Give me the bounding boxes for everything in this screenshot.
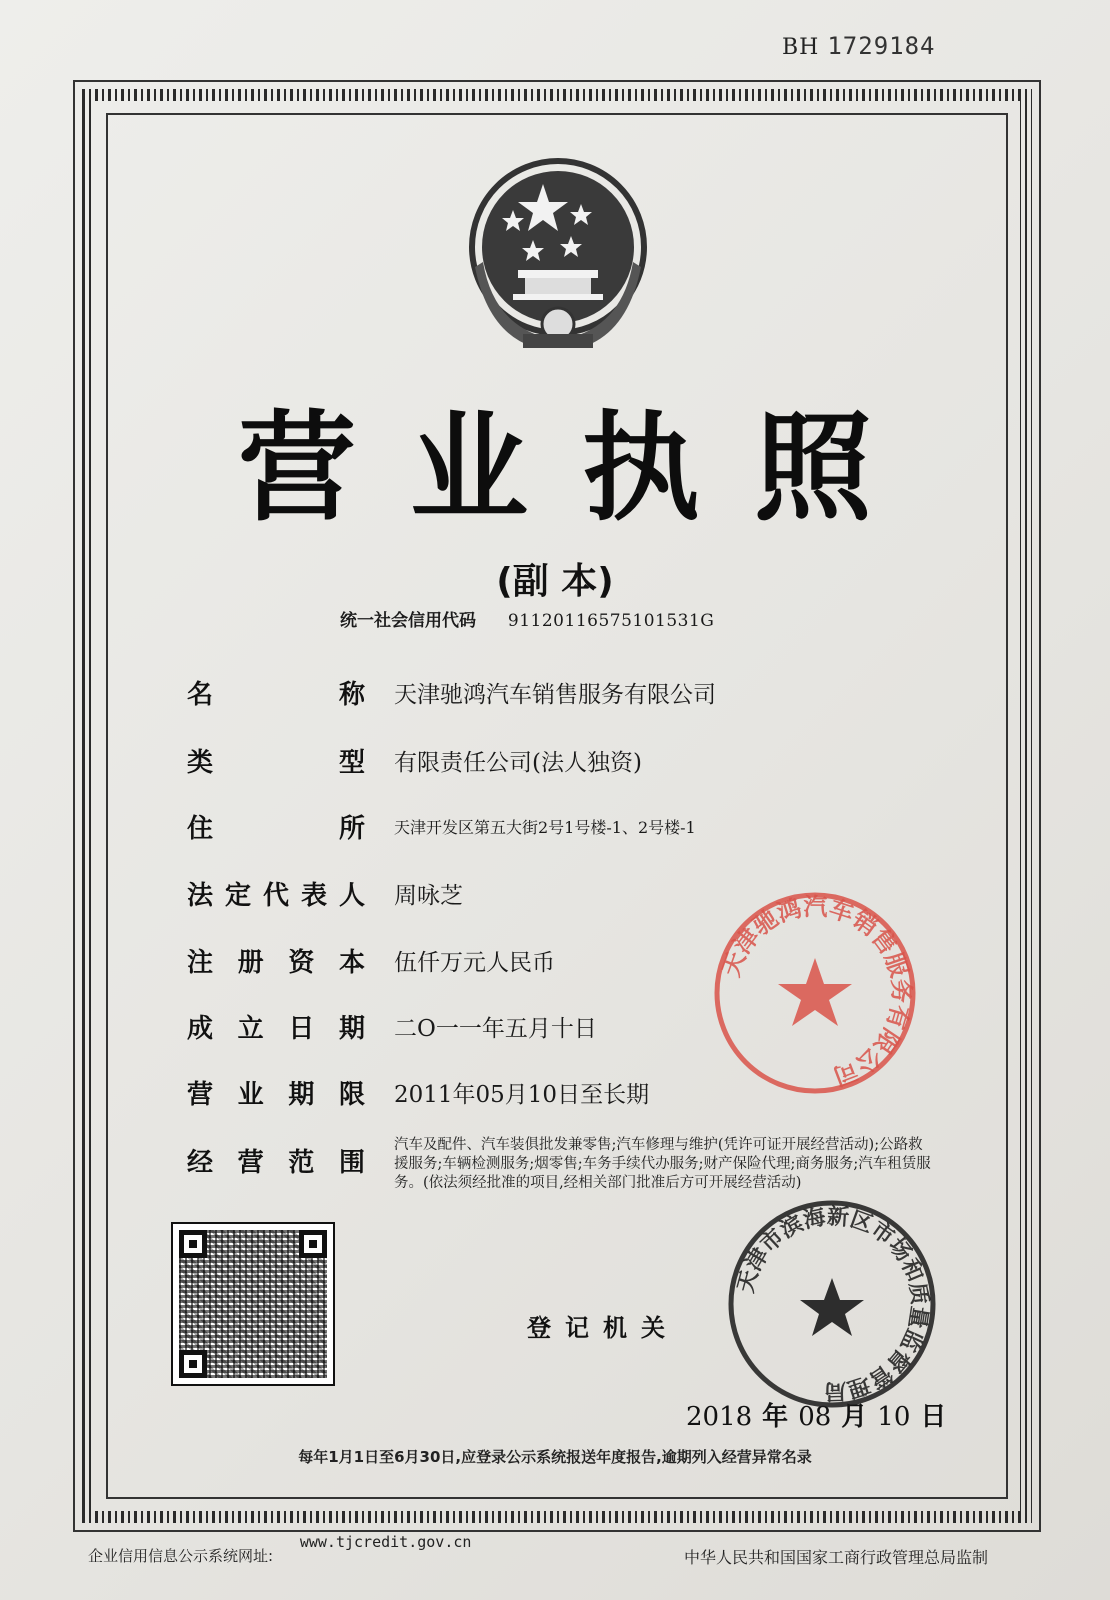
issue-year-unit: 年 (762, 1402, 789, 1432)
field-founded-label: 成 立 日 期 (187, 1013, 365, 1044)
field-capital-value: 伍仟万元人民币 (394, 949, 555, 976)
document-subtitle: (副 本) (496, 561, 614, 602)
credit-code-value: 91120116575101531G (507, 611, 715, 631)
field-legal-rep-value: 周咏芝 (394, 882, 463, 909)
issue-day: 10 (877, 1402, 911, 1432)
field-scope-label: 经 营 范 围 (187, 1147, 365, 1178)
credit-code (340, 606, 714, 631)
field-address-value: 天津开发区第五大街2号1号楼-1、2号楼-1 (394, 817, 696, 837)
issue-month: 08 (798, 1402, 832, 1432)
qr-code[interactable] (171, 1222, 335, 1386)
serial-prefix: BH (782, 35, 820, 60)
field-type (187, 740, 937, 780)
issue-month-unit: 月 (841, 1402, 868, 1432)
field-address (187, 806, 937, 846)
footer-system-label: 企业信用信息公示系统网址: (88, 1547, 274, 1565)
footer-supervisor: 中华人民共和国国家工商行政管理总局监制 (684, 1548, 989, 1567)
qr-finder-bottom-left (179, 1350, 207, 1378)
authority-seal-text: 天津市滨海新区市场和质量监督管理局 (733, 1204, 932, 1404)
authority-label: 登记机关 (527, 1314, 679, 1342)
field-term-value: 2011年05月10日至长期 (394, 1081, 650, 1108)
field-scope-value: 汽车及配件、汽车装俱批发兼零售;汽车修理与维护(凭许可证开展经营活动);公路救援服务;车辆检测服务;烟零售;车务手续代办服务;财产保险代理;商务服务;汽车租赁服务。(依法须经批准的项目,经相关部门批准后方可开展经营活动) (394, 1137, 931, 1191)
qr-finder-top-right (299, 1230, 327, 1258)
credit-code-label: 统一社会信用代码 (340, 611, 476, 631)
company-seal-text: 天津驰鸿汽车销售服务有限公司 (716, 892, 916, 1091)
qr-finder-top-left (179, 1230, 207, 1258)
annual-report-notice: 每年1月1日至6月30日,应登录公示系统报送年度报告,逾期列入经营异常名录 (298, 1448, 812, 1466)
field-legal-rep-label: 法 定 代 表 人 (187, 880, 365, 911)
footer-system (88, 1533, 472, 1566)
authority-seal-icon (726, 1198, 938, 1410)
field-term-label: 营 业 期 限 (187, 1079, 365, 1110)
field-founded-value: 二O一一年五月十日 (394, 1015, 597, 1042)
field-type-label: 类 型 (187, 747, 365, 778)
field-address-label: 住 所 (187, 813, 365, 844)
field-name-value: 天津驰鸿汽车销售服务有限公司 (394, 681, 716, 708)
serial-number (782, 32, 936, 60)
serial-value: 1729184 (827, 32, 936, 60)
issue-year: 2018 (686, 1402, 753, 1432)
national-emblem-icon (463, 152, 653, 362)
footer-system-url[interactable]: www.tjcredit.gov.cn (299, 1533, 472, 1551)
field-type-value: 有限责任公司(法人独资) (394, 749, 642, 776)
field-name (187, 672, 937, 712)
document-title: 营业执照 (237, 399, 926, 537)
issue-day-unit: 日 (920, 1402, 947, 1432)
field-capital-label: 注 册 资 本 (187, 947, 365, 978)
company-seal-icon (712, 890, 918, 1096)
field-name-label: 名 称 (187, 679, 365, 710)
